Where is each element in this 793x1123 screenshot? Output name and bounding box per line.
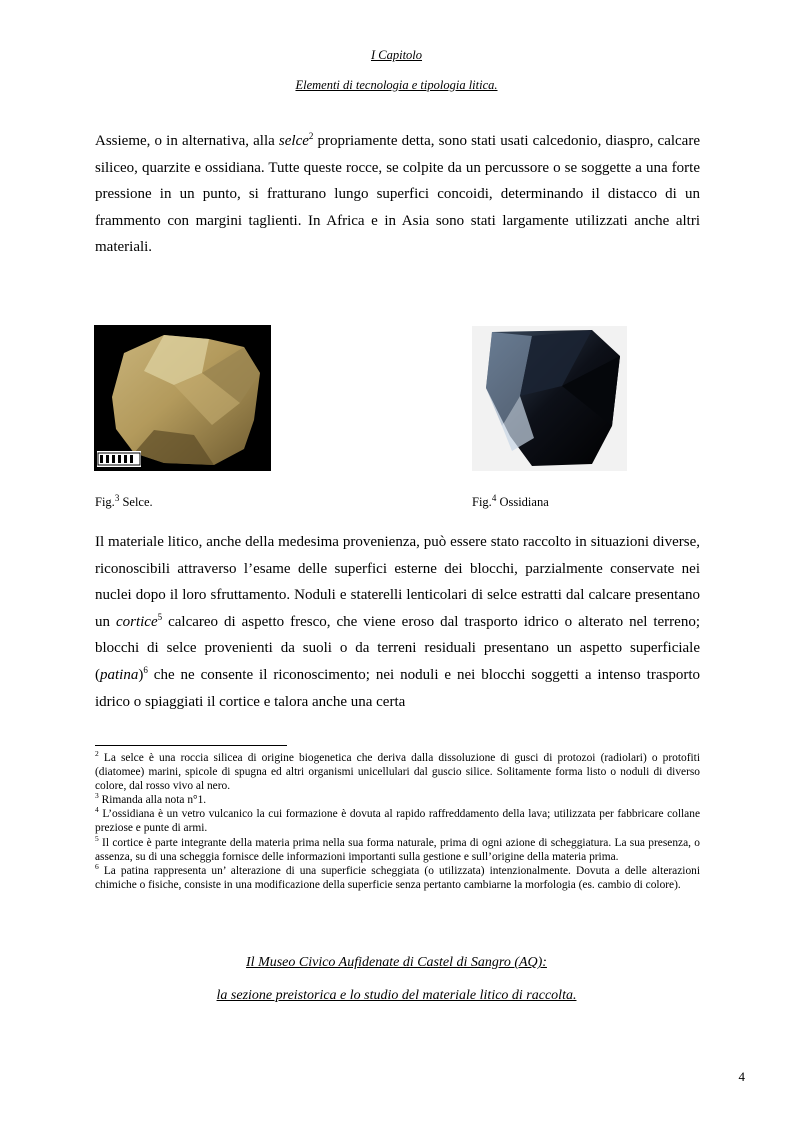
footnote-2: $^2$ La selce è una roccia silicea di origine biogenetica che deriva dalla dissoluzione di gusci di protozoi (radiolari) o protofiti (diatomee) marini, spicole di spugna ed altri organismi unicellulari dal guscio silice. Solitamente forma listo o noduli di diverso colore, dal rosso vivo al nero. [95, 749, 700, 793]
chapter-header: I Capitolo [370, 48, 423, 62]
footnote-5: $^5$ Il cortice è parte integrante della materia prima nella sua forma naturale, prima di ogni azione di scheggiatura. La sua presenza, o assenza, su di una scheggia fornisce delle informazioni importanti sulla gestione e sull’origine della materia prima. [95, 833, 700, 863]
footnote-separator [95, 745, 287, 746]
term-selce: selce [278, 133, 309, 149]
footnote-ref-4[interactable]: 4 [491, 492, 497, 503]
term-cortice: cortice [115, 613, 158, 630]
footnote-4: $^4$ L’ossidiana è un vetro vulcanico la cui formazione è dovuta al rapido raffreddamento della lava; utilizzata per fabbricare collane preziose e punte di armi. [95, 805, 700, 835]
footnote-ref-3[interactable]: 3 [114, 492, 120, 503]
section-title-line-2: la sezione preistorica e lo studio del materiale litico di raccolta. [216, 988, 577, 1003]
term-patina: patina [100, 666, 139, 683]
page-number: 4 [738, 1069, 745, 1084]
footnotes [95, 751, 700, 892]
selce-rock-image [94, 325, 271, 471]
paragraph-2: Il materiale litico, anche della medesima provenienza, può essere stato raccolto in situazioni diverse, riconoscibili attraverso l’esame delle superfici esterne dei blocchi, parzialmente conservate nei nuclei dopo il loro sfruttamento. Noduli e staterelli lenticolari di selce estratti dal calcare presentano un cortice$^5$ calcareo di aspetto fresco, che viene eroso dal trasporto idrico o alterato nel terreno; blocchi di selce provenienti da suoli o da terreni residuali presentano un aspetto superficiale (patina)$^6$ che ne consente il riconoscimento; nei noduli e nei blocchi soggetti a intenso trasporto idrico o spiaggiati il cortice e talora anche una certa [95, 534, 701, 710]
section-title-line-1: Il Museo Civico Aufidenate di Castel di Sangro (AQ): [246, 955, 547, 970]
footnote-6: $^6$ La patina rappresenta un’ alterazione di una superficie scheggiata (o utilizzata) intenzionalmente. Dovuta a delle alterazioni chimiche o fisiche, consiste in una modificazione della superficie senza pertanto cambiarne la morfologia (es. cambio di colore). [95, 861, 700, 891]
ossidiana-photo [472, 326, 627, 471]
figure-caption-ossidiana: Fig.$^4$ Ossidiana [472, 492, 549, 509]
figure-caption-selce: Fig.$^3$ Selce. [95, 492, 153, 509]
footnote-3: $^3$ Rimanda alla nota n°1. [95, 791, 207, 807]
footnote-ref-2[interactable]: 2 [308, 131, 314, 141]
scale-bar [97, 451, 141, 467]
scale-ruler-icon [97, 451, 141, 467]
footnote-ref-6[interactable]: 6 [143, 664, 148, 675]
selce-photo [94, 325, 271, 471]
footnote-ref-5[interactable]: 5 [157, 611, 163, 622]
chapter-subtitle: Elementi di tecnologia e tipologia litica. [295, 78, 498, 92]
ossidiana-rock-image [472, 326, 627, 471]
paragraph-1: Assieme, o in alternativa, alla selce$^2$ propriamente detta, sono stati usati calcedonio, diaspro, calcare siliceo, quarzite e ossidiana. Tutte queste rocce, se colpite da un percussore o se soggette a una forte pressione in un punto, si fratturano lungo superfici concoidi, determinando il distacco di un frammento con margini taglienti. In Africa e in Asia sono stati largamente utilizzati anche altri materiali. [95, 131, 700, 256]
